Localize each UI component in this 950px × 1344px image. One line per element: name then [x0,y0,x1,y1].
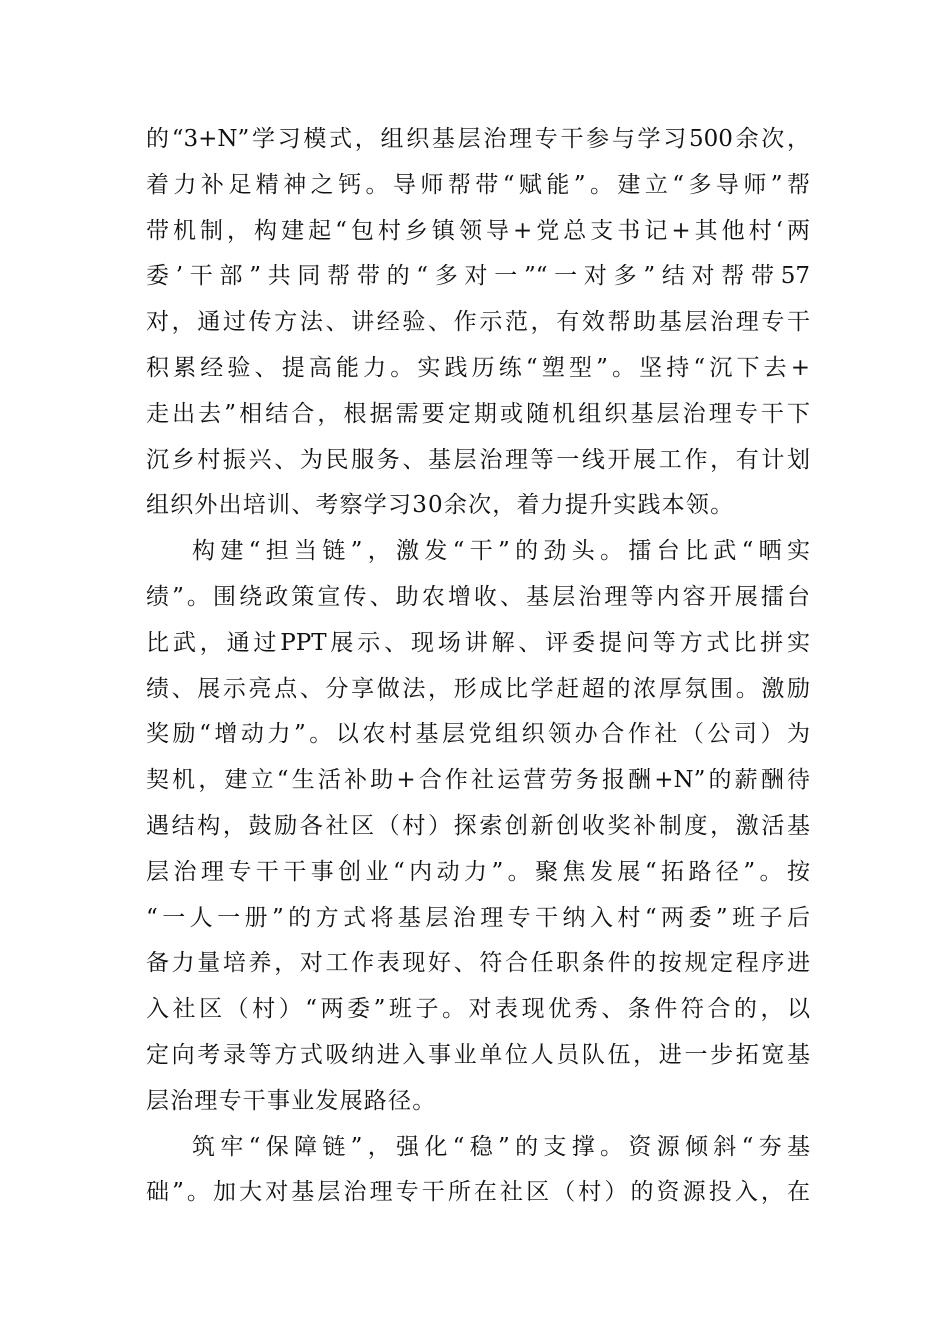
text-line: 积累经验、提高能力。实践历练“塑型”。坚持“沉下去+ [146,354,810,381]
text-line: 的“3+N”学习模式，组织基层治理专干参与学习500余次， [146,126,810,152]
text-line: 绩”。围绕政策宣传、助农增收、基层治理等内容开展擂台 [146,583,810,610]
text-line: 遇结构，鼓励各社区（村）探索创新创收奖补制度，激活基 [146,812,810,839]
text-line: 走出去”相结合，根据需要定期或随机组织基层治理专干下 [146,400,810,427]
text-line: “一人一册”的方式将基层治理专干纳入村“两委”班子后 [146,904,810,931]
text-line: 备力量培养，对工作表现好、符合任职条件的按规定程序进 [146,950,810,977]
text-line: 契机，建立“生活补助+合作社运营劳务报酬+N”的薪酬待 [146,767,810,794]
paragraph-start-line: 构建“担当链”，激发“干”的劲头。擂台比武“晒实 [192,538,810,565]
text-line: 委’干部”共同帮带的“多对一”“一对多”结对帮带57 [146,263,810,290]
text-line: 沉乡村振兴、为民服务、基层治理等一线开展工作，有计划 [146,446,810,473]
text-line: 比武，通过PPT展示、现场讲解、评委提问等方式比拼实 [146,629,810,656]
paragraph-start-line: 筑牢“保障链”，强化“稳”的支撑。资源倾斜“夯基 [192,1133,810,1160]
text-line: 定向考录等方式吸纳进入事业单位人员队伍，进一步拓宽基 [146,1041,810,1068]
text-line: 层治理专干事业发展路径。 [146,1087,437,1114]
text-line: 层治理专干干事创业“内动力”。聚焦发展“拓路径”。按 [146,858,810,885]
text-line: 奖励“增动力”。以农村基层党组织领办合作社（公司）为 [146,721,810,748]
text-line: 对，通过传方法、讲经验、作示范，有效帮助基层治理专干 [146,309,810,336]
text-line: 组织外出培训、考察学习30余次，着力提升实践本领。 [146,492,735,519]
text-line: 着力补足精神之钙。导师帮带“赋能”。建立“多导师”帮 [146,171,810,198]
text-line: 础”。加大对基层治理专干所在社区（村）的资源投入，在 [146,1179,810,1206]
text-line: 入社区（村）“两委”班子。对表现优秀、条件符合的，以 [146,996,810,1023]
body-text [146,117,810,1216]
text-line: 绩、展示亮点、分享做法，形成比学赶超的浓厚氛围。激励 [146,675,810,702]
text-line: 带机制，构建起“包村乡镇领导+党总支书记+其他村‘两 [146,217,810,244]
